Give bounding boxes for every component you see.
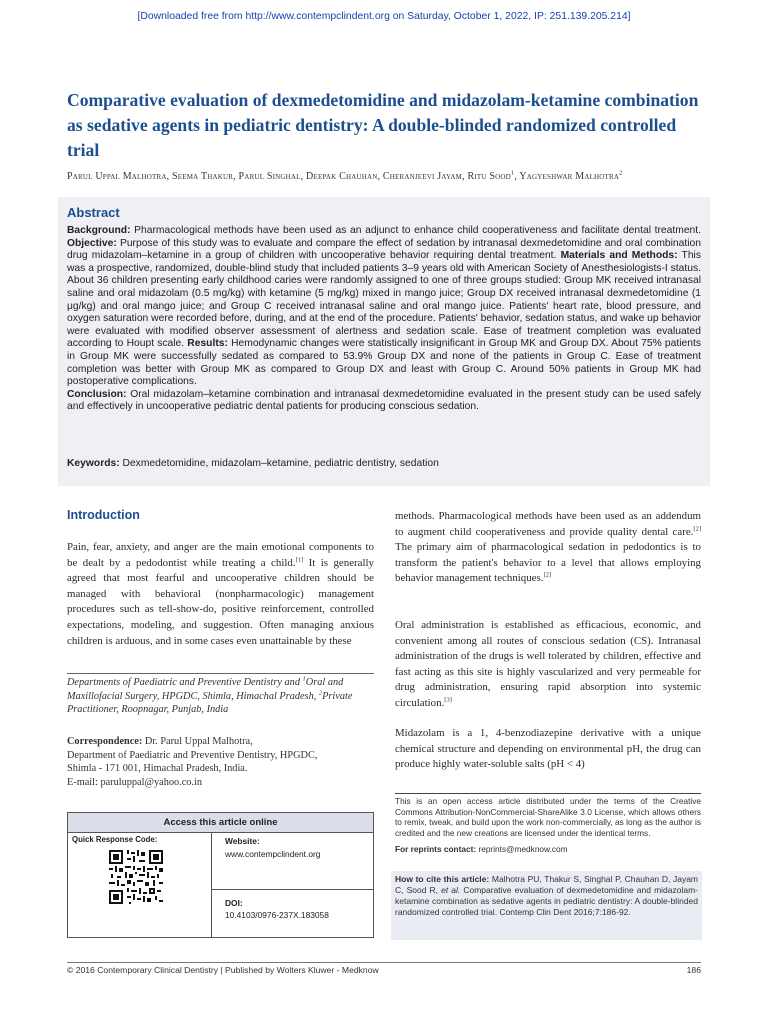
- cite-text-a: Malhotra PU, Thakur S, Singhal P, Chauhan D, Jayam C, Sood R,: [395, 874, 699, 895]
- conclusion-text: Oral midazolam–ketamine combination and intranasal dexmedetomidine evaluated in the present study can be used safely and effectively in uncooperative pediatric dental patients for producing conscious sedation.: [67, 388, 701, 413]
- citation-ref-2b[interactable]: [2]: [543, 571, 552, 579]
- keywords-label: Keywords:: [67, 458, 120, 469]
- results-text: Hemodynamic changes were statistically insignificant in Group MK and Group DX. About 75% patients in Group MK were successfully sedated as compared to 53.9% Group DX and none of the patients in Group C. Ease of treatment completion was better with Group MK as compared to Group DX and least with Group C. Around 50% patients in Group MK had postoperative complications.: [67, 338, 701, 388]
- objective-label: Objective:: [67, 237, 117, 249]
- affil-line-1: Departments of Paediatric and Preventive Dentistry and: [67, 677, 303, 688]
- cite-label: How to cite this article:: [395, 874, 490, 884]
- authors-text: Parul Uppal Malhotra, Seema Thakur, Parul Singhal, Deepak Chauhan, Cheranjeevi Jayam, Ritu Sood: [67, 171, 511, 182]
- reprints-email[interactable]: reprints@medknow.com: [476, 844, 568, 854]
- license-divider: [395, 793, 701, 794]
- doi-link[interactable]: 10.4103/0976-237X.183058: [225, 910, 329, 920]
- access-article-box: [67, 812, 374, 938]
- last-author: Yagyeshwar Malhotra: [519, 171, 620, 182]
- reprints-contact: [395, 844, 701, 854]
- reprints-label: For reprints contact:: [395, 844, 477, 854]
- affil-line-2: Private Practitioner, Roopnagar, Punjab, India: [67, 690, 353, 716]
- download-notice[interactable]: [Downloaded free from http://www.contempclindent.org on Saturday, October 1, 2022, IP: 251.139.205.214]: [137, 11, 631, 22]
- methods-label: Materials and Methods:: [560, 250, 678, 262]
- keywords-text: Dexmedetomidine, midazolam–ketamine, pediatric dentistry, sedation: [119, 458, 439, 469]
- author-separator: ,: [514, 171, 520, 182]
- methods-text: This was a prospective, randomized, double-blind study that included patients 3–9 years old with American Society of Anesthesiologists-I status. About 36 children presenting early childhood caries were randomly assigned to one of three groups studied: Group MK received intranasal saline and oral midazolam (0.5 mg/kg) with ketamine (5 mg/kg) mixed in mango juice; Group DX received intranasal dexmedetomidine (1 μg/kg) and oral mango juice; and Group C received intranasal saline and oral mango juice. Patients' heart rate, blood pressure, and oxygen saturation were recorded before, during, and at the end of the procedure. Patients' behavior, sedation status, and wake up behavior were evaluated with modified observer assessment of alertness and sedation scale. Ease of treatment completion was evaluated according to Houpt scale.: [67, 250, 701, 350]
- intro-paragraph-2: [395, 618, 701, 712]
- affiliations: [67, 676, 374, 717]
- qr-code-icon[interactable]: [107, 848, 165, 906]
- background-text: Pharmacological methods have been used as an adjunct to enhance child cooperativeness and facilitate dental treatment.: [130, 225, 701, 236]
- website-label: Website:: [225, 836, 260, 846]
- intro-r1-text-a: methods. Pharmacological methods have been used as an addendum to augment child cooperativeness and provide quality dental care.: [395, 510, 701, 538]
- how-to-cite-box: [391, 871, 702, 940]
- intro-p1-text-b: It is generally agreed that most fearful and uncooperative children should be managed with behavioral (nonpharmacologic) management procedures such as tell-show-do, positive reinforcement, controlled expectations, modeling, and suggestion. Often managing anxious children is arduous, and in some cases even unattainable by these: [67, 556, 375, 647]
- intro-r2-text: Oral administration is established as efficacious, economic, and convenient among all routes of conscious sedation (CS). Intranasal administration of the drugs is well tolerated by children, effective and fast acting as this site is highly vascularized and very permeable for drug administration, ensuring rapid absorption into systemic circulation.: [395, 619, 701, 709]
- footer-divider: [67, 962, 701, 963]
- footer-copyright: © 2016 Contemporary Clinical Dentistry | Published by Wolters Kluwer - Medknow: [67, 965, 379, 975]
- correspondence-name: Dr. Parul Uppal Malhotra,: [142, 736, 253, 747]
- intro-p1-text-a: Pain, fear, anxiety, and anger are the main emotional components to be dealt by a pedodontist while treating a child.: [67, 541, 374, 569]
- correspondence-dept: Department of Paediatric and Preventive Dentistry, HPGDC,: [67, 749, 318, 761]
- page-number: 186: [686, 965, 701, 975]
- abstract-text: [67, 225, 701, 414]
- intro-paragraph-1-continued: [395, 509, 701, 587]
- qr-cell: [68, 832, 212, 937]
- affil-sup-2: 2: [318, 689, 323, 697]
- cite-etal: et al.: [441, 884, 461, 895]
- correspondence: [67, 735, 374, 789]
- last-author-affil-sup: 2: [619, 169, 623, 177]
- affil-sup-1: 1: [302, 675, 306, 683]
- intro-paragraph-3: Midazolam is a 1, 4-benzodiazepine derivative with a unique chemical structure and depending on environmental pH, the drug can produce highly water-soluble salts (pH < 4): [395, 727, 701, 771]
- abstract-heading: Abstract: [67, 205, 120, 220]
- doi-label: DOI:: [225, 898, 243, 908]
- correspondence-email[interactable]: E-mail: paruluppal@yahoo.co.in: [67, 776, 203, 788]
- affiliation-divider: [67, 673, 374, 674]
- citation-ref-3[interactable]: [3]: [444, 696, 452, 704]
- website-block: [212, 832, 373, 890]
- citation-ref-2[interactable]: [2]: [693, 524, 701, 532]
- article-links-cell: [212, 832, 373, 937]
- author-affil-sup: 1: [510, 169, 515, 177]
- license-notice: This is an open access article distributed under the terms of the Creative Commons Attribution-NonCommercial-ShareAlike 3.0 License, which allows others to remix, tweak, and build upon the work non-commercially, as long as the author is credited and the new creations are licensed under the identical terms.: [395, 796, 701, 839]
- correspondence-address: Shimla - 171 001, Himachal Pradesh, India.: [67, 763, 248, 775]
- correspondence-label: Correspondence:: [67, 736, 143, 747]
- article-title: Comparative evaluation of dexmedetomidine and midazolam-ketamine combination as sedative agents in pediatric dentistry: A double-blinded randomized controlled trial: [67, 90, 699, 160]
- keywords: [67, 458, 701, 469]
- citation-ref-1[interactable]: [1]: [295, 555, 304, 563]
- cite-text-b: Comparative evaluation of dexmedetomidine and midazolam-ketamine combination as sedative agents in pediatric dentistry: A double-blinded randomized controlled trial. Contemp Clin Dent 2016;7:186-92.: [395, 884, 698, 917]
- affil-line-1b: Oral and Maxillofacial Surgery, HPGDC, Shimla, Himachal Pradesh,: [67, 677, 344, 702]
- introduction-heading: Introduction: [67, 508, 140, 522]
- intro-r1-text-b: The primary aim of pharmacological sedation in pedodontics is to transform the patient's behavior to a level that allows employing behavior management techniques.: [395, 541, 701, 585]
- results-label: Results:: [187, 338, 228, 350]
- objective-text: Purpose of this study was to evaluate and compare the effect of sedation by intranasal dexmedetomidine and oral combination drug midazolam–ketamine in a group of children with uncooperative behavior requiring dental treatment.: [67, 237, 701, 262]
- website-link[interactable]: www.contempclindent.org: [225, 849, 321, 859]
- background-label: Background:: [67, 225, 131, 236]
- intro-paragraph-1: [67, 540, 374, 649]
- access-box-heading: Access this article online: [68, 813, 373, 833]
- author-list: [67, 171, 707, 182]
- conclusion-label: Conclusion:: [67, 388, 127, 400]
- qr-label: Quick Response Code:: [72, 835, 158, 844]
